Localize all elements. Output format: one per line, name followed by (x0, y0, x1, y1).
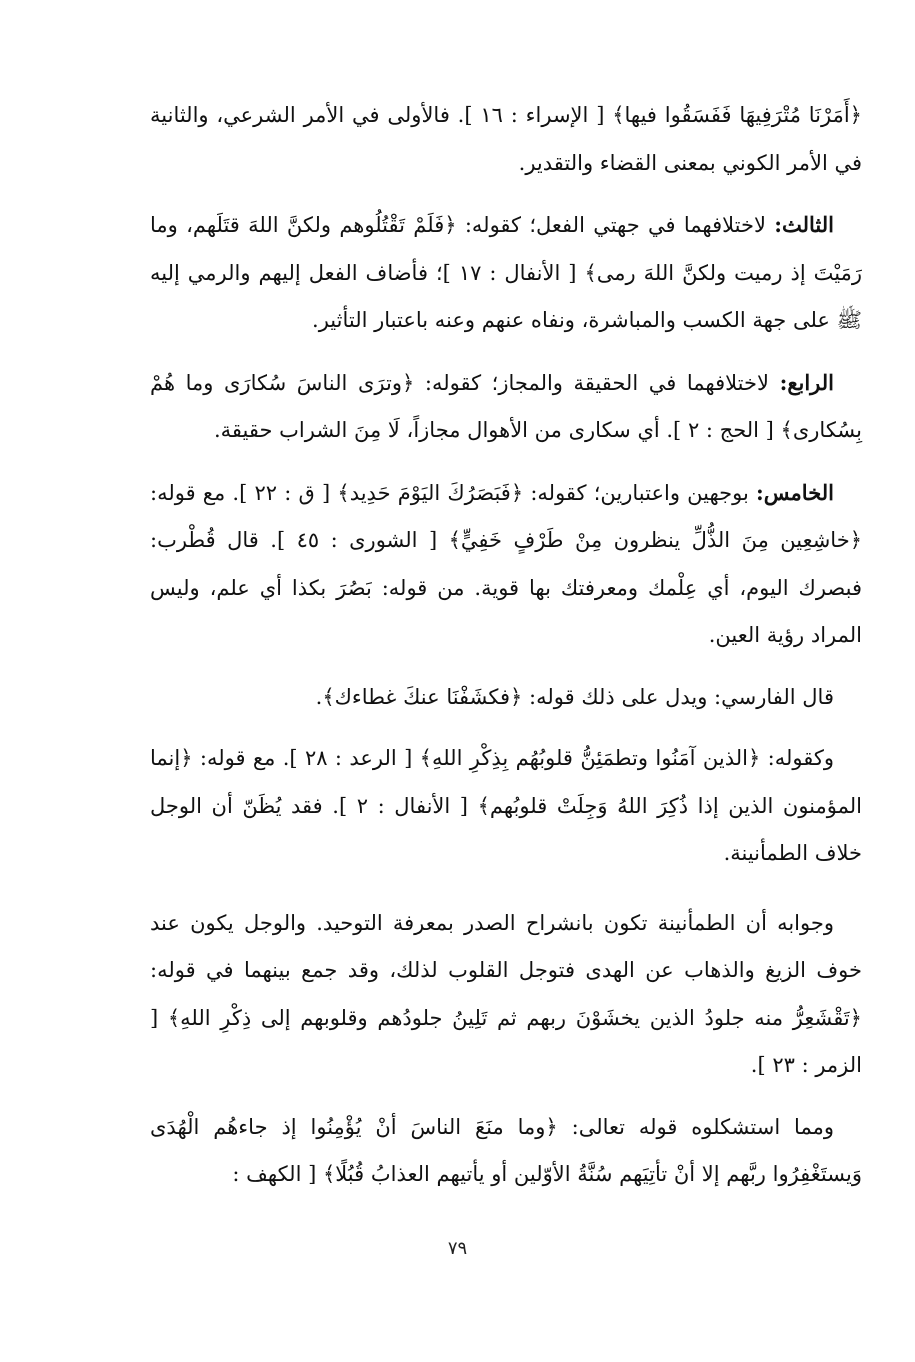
paragraph-third-text: لاختلافهما في جهتي الفعل؛ كقوله: ﴿فَلَمْ تَقْتُلُوهم ولكنَّ اللهَ قتَلَهم، وما رَمَيْتَ إذ رميت ولكنَّ اللهَ رمى﴾ [ الأنفال : ١٧ ]؛ فأضاف الفعل إليهم والرمي إليه ﷺ على جهة الكسب والمباشرة، ونفاه عنهم وعنه باعتبار التأثير. (150, 213, 862, 332)
paragraph-fifth-text: بوجهين واعتبارين؛ كقوله: ﴿فَبَصَرُكَ اليَوْمَ حَدِيد﴾ [ ق : ٢٢ ]. مع قوله: ﴿خاشِعِين مِنَ الذُّلِّ ينظرون مِنْ طَرْفٍ خَفِيٍّ﴾ [ الشورى : ٤٥ ]. قال قُطْرب: فبصرك اليوم، أي عِلْمك ومعرفتك بها قوية. من قوله: بَصُرَ بكذا أي علم، وليس المراد رؤية العين. (150, 480, 862, 647)
paragraph-problem (150, 1104, 862, 1199)
paragraph-fourth (150, 359, 862, 455)
paragraph-farisi-text: قال الفارسي: ويدل على ذلك قوله: ﴿فكشَفْنَا عنكَ غطاءك﴾. (315, 684, 834, 709)
paragraph-1-text: ﴿أَمَرْنَا مُتْرَفِيهَا فَفَسَقُوا فيها﴾ [ الإسراء : ١٦ ]. فالأولى في الأمر الشرعي، والثانية في الأمر الكوني بمعنى القضاء والتقدير. (150, 103, 862, 175)
paragraph-1 (150, 92, 862, 187)
paragraph-problem-text: ومما استشكلوه قوله تعالى: ﴿وما منَعَ الناسَ أنْ يُؤْمِنُوا إذ جاءهُم الْهُدَى وَيستَغْفِرُوا ربَّهم إلا أنْ تأتِيَهم سُنَّةُ الأوّلين أو يأتيهم العذابُ قُبُلًا﴾ [ الكهف : (150, 1114, 862, 1186)
paragraph-fifth (150, 469, 862, 660)
heading-fifth: الخامس: (756, 479, 834, 505)
paragraph-farisi (150, 674, 862, 722)
paragraph-third (150, 201, 862, 345)
heading-third: الثالث: (774, 212, 834, 237)
page-number: ٧٩ (447, 1238, 468, 1259)
paragraph-answer-text: وجوابه أن الطمأنينة تكون بانشراح الصدر بمعرفة التوحيد. والوجل يكون عند خوف الزيغ والذهاب عن الهدى فتوجل القلوب لذلك، وقد جمع بينهما في قوله: ﴿تَقْشَعِرُّ منه جلودُ الذين يخشَوْنَ ربهم ثم تَلِينُ جلودُهم وقلوبهم إلى ذِكْرِ اللهِ﴾ [ الزمر : ٢٣ ]. (150, 910, 862, 1077)
page-text (150, 92, 862, 1199)
paragraph-fourth-text: لاختلافهما في الحقيقة والمجاز؛ كقوله: ﴿وترَى الناسَ سُكارَى وما هُمْ بِسُكارى﴾ [ الحج : ٢ ]. أي سكارى من الأهوال مجازاً، لَا مِنَ الشراب حقيقة. (150, 370, 862, 442)
heading-fourth: الرابع: (779, 369, 834, 395)
paragraph-example (150, 735, 862, 878)
paragraph-example-text: وكقوله: ﴿الذين آمَنُوا وتطمَئِنُّ قلوبُهُم بِذِكْرِ اللهِ﴾ [ الرعد : ٢٨ ]. مع قوله: ﴿إنما المؤمنون الذين إذا ذُكِرَ اللهُ وَجِلَتْ قلوبُهم﴾ [ الأنفال : ٢ ]. فقد يُظَنّ أن الوجل خلاف الطمأنينة. (150, 746, 862, 865)
paragraph-answer (150, 900, 862, 1090)
